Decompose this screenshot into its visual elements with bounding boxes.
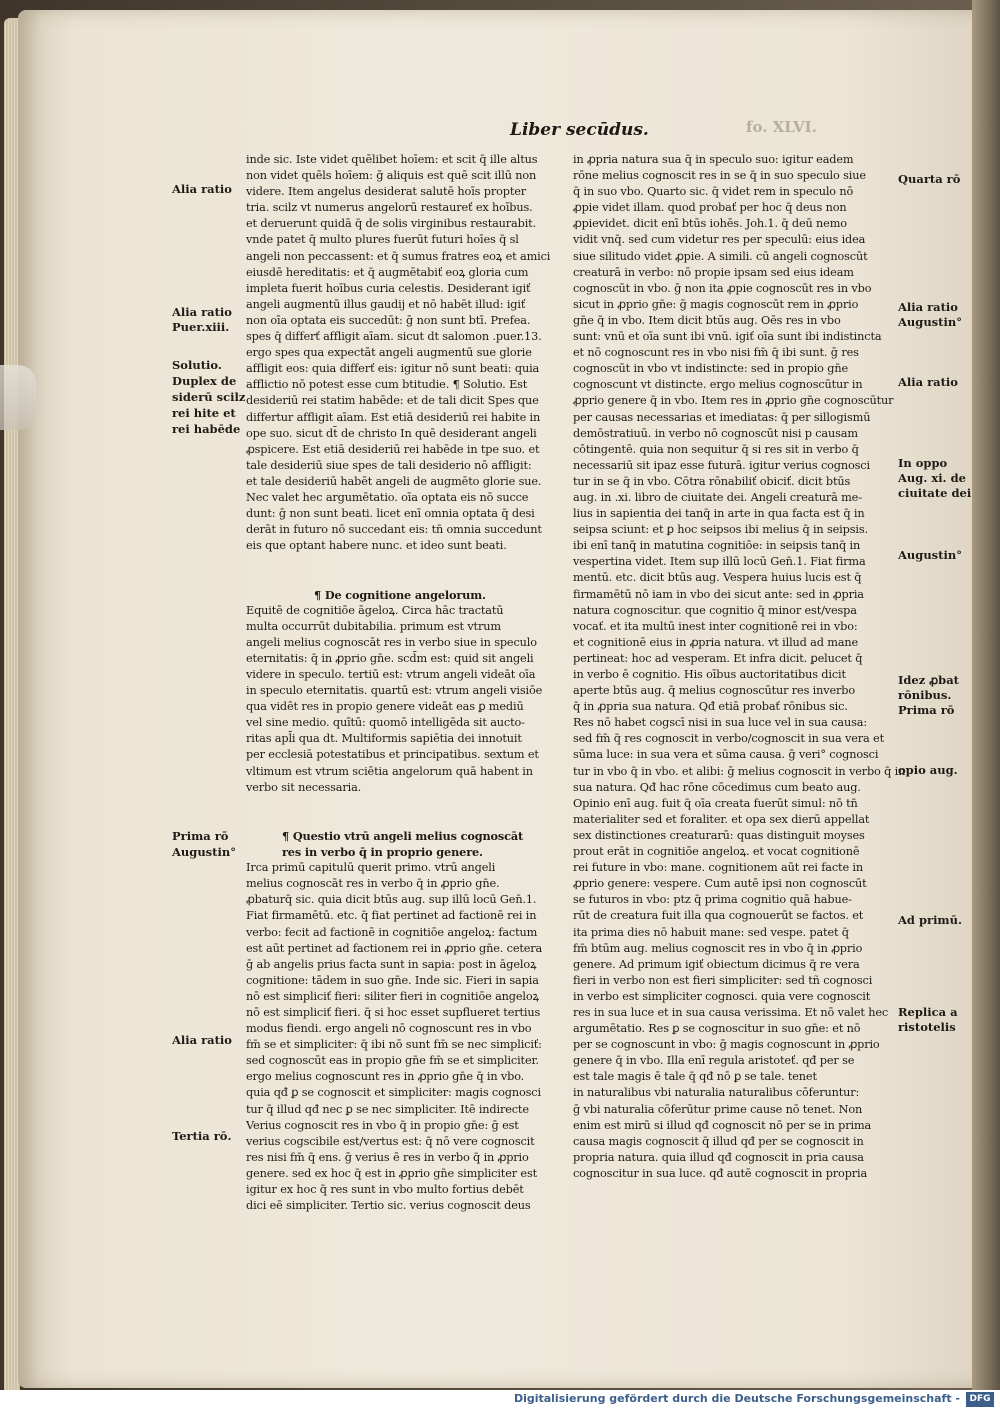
question-heading-line: ¶ Questio vtrū angeli melius cognoscāt	[282, 828, 524, 843]
left-col-line: sed cognoscūt eas in propio gn̄e fm̄ se et simpliciter.	[246, 1054, 539, 1068]
right-col-line: materialiter sed et foraliter. et opa sex dierū appellat	[573, 812, 870, 826]
left-col-line: ḡ ab angelis prius facta sunt in sapia: post in āgeloꝝ	[246, 957, 537, 971]
right-col-line: in naturalibus vbi naturalia naturalibus cōferuntur:	[573, 1086, 860, 1100]
margin-note-augustin: Augustin°	[172, 845, 236, 859]
right-col-line: Res nō habet cogscī nisi in sua luce vel in sua causa:	[573, 716, 867, 730]
left-paragraph-1	[246, 152, 562, 554]
left-col-line: videre in speculo. tertiū est: vtrum angeli videāt oīa	[246, 668, 536, 681]
right-col-line: et cognitionē eius in ꝓpria natura. vt illud ad mane	[573, 635, 859, 649]
margin-note-augustin: Augustin°	[898, 548, 962, 562]
right-col-line: et nō cognoscunt res in vbo nisi fm̄ q̄ ibi sunt. ḡ res	[573, 346, 859, 360]
margin-note-quarta-ro: Quarta rō	[898, 172, 961, 186]
left-col-line: inde sic. Iste videt quēlibet hoīem: et scit q̄ ille altus	[246, 153, 538, 166]
left-col-line: vltimum est vtrum sciētia angelorum quā habent in	[246, 764, 533, 778]
right-col-line: cōtingentē. quia non sequitur q̄ si res sit in verbo q̄	[573, 442, 859, 456]
right-col-line: firmamētū nō iam in vbo dei sicut ante: sed in ꝓpria	[573, 587, 864, 601]
left-col-line: eiusdē hereditatis: et q̄ augmētabiť eoꝝ gloria cum	[246, 265, 529, 279]
left-col-line: tale desideriū siue spes de tali desiderio nō affligit:	[246, 458, 532, 472]
margin-note-duplex: rei habēde	[172, 422, 241, 436]
right-col-line: gn̄e q̄ in vbo. Item dicit btūs aug. Oēs res in vbo	[573, 313, 841, 327]
margin-note-in-oppo: ciuitate dei	[898, 486, 972, 500]
right-col-line: natura cognoscitur. que cognitio q̄ minor est/vespa	[573, 603, 857, 617]
left-col-line: qua vidēt res in propio genere videāt eas ꝑ mediū	[246, 700, 524, 714]
right-col-line: sua natura. Qđ hac rōne cōcedimus cum beato aug.	[573, 780, 861, 794]
right-col-line: sunt: vnū et oīa sunt ibi vnū. igiť oīa sunt ibi indistincta	[573, 330, 882, 344]
right-col-line: sicut in ꝓprio gn̄e: ḡ magis cognoscūt rem in ꝓprio	[573, 297, 859, 311]
running-head: Liber secūdus.	[510, 120, 649, 140]
right-col-line: tur in se q̄ in vbo. Cōtra rōnabiliť obiciť. dicit btūs	[573, 474, 851, 488]
right-col-line: ꝓpievidet. dicit enī btūs iohēs. Joh.1. q̄ deū nemo	[573, 217, 847, 231]
right-book-edge	[972, 0, 1000, 1390]
right-col-line: cognoscunt vt distincte. ergo melius cognoscūtur in	[573, 378, 863, 392]
margin-note-alia-ratio: Alia ratio	[898, 300, 958, 314]
left-col-line: per ecclesiā potestatibus et principatibus. sextum et	[246, 748, 539, 762]
left-col-line: genere. sed ex hoc q̄ est in ꝓprio gn̄e simpliciter est	[246, 1166, 537, 1180]
left-col-line: quia qđ ꝑ se cognoscit et simpliciter: magis cognosci	[246, 1086, 541, 1100]
left-col-line: non videt quēls hoīem: ḡ aliquis est quē scit illū non	[246, 169, 537, 183]
left-col-line: ꝓbaturq̄ sic. quia dicit btūs aug. sup illū locū Gen̄.1.	[246, 893, 537, 907]
right-col-line: causa magis cognoscit q̄ illud qđ per se cognoscit in	[573, 1134, 864, 1148]
margin-note-alia-ratio: Alia ratio	[172, 182, 232, 196]
right-col-line: sūma luce: in sua vera et sūma causa. ḡ veri° cognosci	[573, 748, 879, 762]
left-col-line: eternitatis: q̄ in ꝓprio gn̄e. scd̄m est: quid sit angeli	[246, 651, 534, 665]
right-col-line: demōstratiuū. in verbo nō cognoscūt nisi p causam	[573, 426, 858, 440]
right-col-line: aug. in .xi. libro de ciuitate dei. Angeli creaturā me-	[573, 490, 862, 504]
margin-note-opio-aug: opio aug.	[898, 763, 958, 777]
left-col-line: cognitione: tādem in suo gn̄e. Inde sic. Fieri in sapia	[246, 973, 539, 987]
left-col-line: modus fiendi. ergo angeli nō cognoscunt res in vbo	[246, 1022, 532, 1036]
section-heading-cognitione: ¶ De cognitione angelorum.	[314, 587, 486, 602]
left-col-line: Verius cognoscit res in vbo q̄ in propio gn̄e: ḡ est	[246, 1118, 519, 1132]
right-col-line: per causas necessarias et imediatas: q̄ per sillogismū	[573, 410, 871, 424]
right-col-line: est tale magis ē tale q̄ qđ nō ꝑ se tale. tenet	[573, 1070, 817, 1084]
right-col-line: necessariū sit ipaz esse futurā. igitur verius cognosci	[573, 458, 870, 472]
left-col-line: ergo spes qua expectāt angeli augmentū sue glorie	[246, 346, 532, 360]
margin-note-alia-ratio: Alia ratio	[898, 375, 958, 389]
left-col-line: et tale desideriū habēt angeli de augmēto glorie sue.	[246, 474, 542, 488]
left-col-line: Fiat firmamētū. etc. q̄ fiat pertinet ad factionē rei in	[246, 909, 537, 923]
left-col-line: nō est simpliciť fieri. q̄ si hoc esset supflueret tertius	[246, 1005, 541, 1019]
right-col-line: enim est mirū si illud qđ cognoscit nō per se in prima	[573, 1118, 872, 1132]
right-col-line: aperte btūs aug. q̄ melius cognoscūtur res inverbo	[573, 684, 855, 698]
right-col-line: res in sua luce et in sua causa verissima. Et nō valet hec	[573, 1005, 889, 1019]
left-col-line: angeli augmentū illus gaudij et nō habēt illud: igiť	[246, 297, 526, 311]
left-col-line: differtur affligit aīam. Est etiā desideriū rei habite in	[246, 410, 541, 424]
right-col-line: fieri in verbo non est fieri simpliciter: sed tñ cognosci	[573, 973, 873, 987]
right-col-line: ibi enī tanq̄ in matutina cognitiōe: in seipsis tanq̄ in	[573, 539, 861, 553]
right-col-line: mentū. etc. dicit btūs aug. Vespera huius lucis est q̄	[573, 571, 862, 585]
margin-note-solutio: Solutio.	[172, 358, 222, 372]
right-col-line: q̄ in suo vbo. Quarto sic. q̄ videt rem in speculo nō	[573, 185, 854, 199]
left-col-line: ergo melius cognoscunt res in ꝓprio gn̄e q̄ in vbo.	[246, 1070, 525, 1084]
right-col-line: se futuros in vbo: ptz q̄ prima cognitio quā habue-	[573, 893, 852, 907]
right-col-line: vespertina videt. Item sup illū locū Gen̄.1. Fiat firma	[573, 555, 866, 569]
left-col-line: impleta fuerit hoībus curia celestis. Desiderant igiť	[246, 281, 531, 295]
right-col-line: sed fm̄ q̄ res cognoscit in verbo/cognoscit in sua vera et	[573, 732, 884, 746]
right-col-line: in ꝓpria natura sua q̄ in speculo suo: igitur eadem	[573, 153, 854, 166]
margin-note-ad-primu: Ad primū.	[898, 913, 962, 927]
right-col-line: ita prima dies nō habuit mane: sed vespe. patet q̄	[573, 925, 849, 939]
left-col-line: videre. Item angelus desiderat salutē hoīs propter	[246, 185, 526, 199]
right-col-line: ḡ vbi naturalia cōferūtur prime cause nō tenet. Non	[573, 1102, 863, 1116]
margin-note-in-oppo: In oppo	[898, 456, 948, 470]
right-col-line: vocať. et ita multū inest inter cognitionē rei in vbo:	[573, 619, 858, 633]
left-col-line: et deruerunt quidā q̄ de solis virginibus restaurabit.	[246, 217, 537, 231]
left-paragraph-3	[246, 860, 562, 1214]
left-col-line: Nec valet hec argumētatio. oīa optata eis nō succe	[246, 490, 529, 504]
left-col-line: Irca primū capitulū querit primo. vtrū angeli	[246, 861, 496, 875]
left-col-line: non oīa optata eis succedūt: ḡ non sunt btī. Prefea.	[246, 313, 531, 327]
margin-note-prima-ro: Prima rō	[172, 829, 229, 843]
right-col-line: argumētatio. Res ꝑ se cognoscitur in suo gn̄e: et nō	[573, 1022, 861, 1036]
question-heading	[246, 828, 562, 860]
margin-note-prima-ro: Prima rō	[898, 703, 955, 717]
margin-note-in-oppo: Aug. xi. de	[898, 471, 966, 485]
right-col-line: cognoscitur in sua luce. qđ autē cognoscit in propria	[573, 1166, 868, 1180]
footer-bar	[0, 1390, 1000, 1410]
page-clip	[0, 365, 36, 430]
right-col-line: propria natura. quia illud qđ cognoscit in pria causa	[573, 1150, 864, 1164]
margin-note-replica: ristotelis	[898, 1020, 956, 1034]
margin-note-duplex: Duplex de	[172, 374, 237, 388]
margin-note-tertia-ro: Tertia rō.	[172, 1129, 232, 1143]
margin-note-duplex: siderū scilz	[172, 390, 246, 404]
right-col-line: lius in sapientia dei tanq̄ in arte in qua facta est q̄ in	[573, 507, 865, 521]
folio-number: fo. XLVI.	[746, 118, 817, 136]
right-text-column	[573, 152, 906, 1182]
left-col-line: affligit eos: quia differť eis: igitur nō sunt beati: quia	[246, 362, 540, 376]
right-col-line: cognoscūt in vbo. ḡ non ita ꝓpie cognoscūt res in vbo	[573, 281, 872, 295]
left-col-line: spes q̄ differť affligit aīam. sicut dt salomon .puer.13.	[246, 330, 542, 344]
left-col-line: dici eē simpliciter. Tertio sic. verius cognoscit deus	[246, 1199, 531, 1213]
left-col-line: angeli melius cognoscāt res in verbo siue in speculo	[246, 635, 537, 649]
right-col-line: genere. Ad primum igiť obiectum dicimus q̄ re vera	[573, 957, 860, 971]
left-col-line: desideriū rei statim habēde: et de tali dicit Spes que	[246, 394, 539, 408]
bleed-through-folio	[235, 118, 240, 136]
left-col-line: angeli non peccassent: et q̄ sumus fratres eoꝝ et amici	[246, 249, 551, 263]
left-col-line: nō est simpliciť fieri: siliter fieri in cognitiōe angeloꝝ	[246, 989, 539, 1003]
margin-note-replica: Replica a	[898, 1005, 958, 1019]
right-col-line: ꝓprio genere q̄ in vbo. Item res in ꝓprio gn̄e cognoscūtur	[573, 394, 894, 408]
right-col-line: rōne melius cognoscit res in se q̄ in suo speculo siue	[573, 169, 866, 183]
left-col-line: res nisi fm̄ q̄ ens. ḡ verius ē res in verbo q̄ in ꝓprio	[246, 1150, 529, 1164]
left-col-line: ꝓspicere. Est etiā desideriū rei habēde in tpe suo. et	[246, 442, 540, 456]
margin-note-idez: Idez ꝓbat	[898, 673, 959, 687]
left-col-line: ope suo. sicut dt̄ de christo In quē desiderant angeli	[246, 426, 537, 440]
left-col-line: eis que optant habere nunc. et ideo sunt beati.	[246, 539, 507, 553]
right-col-line: tur in vbo q̄ in vbo. et alibi: ḡ melius cognoscit in verbo q̄ in	[573, 764, 906, 778]
right-col-line: per se cognoscunt in vbo: ḡ magis cognoscunt in ꝓprio	[573, 1038, 880, 1052]
left-col-line: derāt in futuro nō succedant eis: tn̄ omnia succedunt	[246, 523, 542, 537]
margin-note-alia-ratio: Alia ratio	[172, 1033, 232, 1047]
left-col-line: vnde patet q̄ multo plures fuerūt futuri hoīes q̄ sl	[246, 233, 519, 247]
margin-note-puer: Puer.xiii.	[172, 320, 230, 334]
left-col-line: tur q̄ illud qđ nec ꝑ se nec simpliciter. Itē indirecte	[246, 1102, 529, 1116]
left-col-line: in speculo eternitatis. quartū est: vtrum angeli visiōe	[246, 684, 543, 698]
margin-note-augustin: Augustin°	[898, 315, 962, 329]
left-col-line: verius cogscibile est/vertus est: q̄ nō vere cognoscit	[246, 1134, 535, 1148]
right-paragraph	[573, 152, 906, 1182]
right-col-line: rei future in vbo: mane. cognitionem aūt rei facte in	[573, 861, 864, 875]
left-col-line: verbo: fecit ad factionē in cognitiōe angeloꝝ: factum	[246, 925, 538, 939]
left-text-column	[246, 152, 562, 1214]
left-col-line: afflictio nō potest esse cum btitudie. ¶ Solutio. Est	[246, 378, 528, 392]
left-col-line: multa occurrūt dubitabilia. primum est vtrum	[246, 619, 501, 633]
margin-note-idez: rōnibus.	[898, 688, 952, 702]
right-col-line: rūt de creatura fuit illa qua cognouerūt se factos. et	[573, 909, 864, 923]
right-col-line: genere q̄ in vbo. Illa enī regula aristoteť. qđ per se	[573, 1054, 855, 1068]
left-col-line: tria. scilz vt numerus angelorū restaureť ex hoībus.	[246, 201, 533, 215]
question-heading-line: res in verbo q̄ in proprio genere.	[282, 845, 483, 860]
margin-note-duplex: rei hite et	[172, 406, 236, 420]
right-col-line: siue silitudo videt ꝓpie. A simili. cū angeli cognoscūt	[573, 249, 868, 263]
right-col-line: fm̄ btūm aug. melius cognoscit res in vbo q̄ in ꝓprio	[573, 941, 863, 955]
left-col-line: igitur ex hoc q̄ res sunt in vbo multo fortius debēt	[246, 1183, 524, 1196]
dfg-logo: DFG	[966, 1392, 994, 1407]
right-col-line: seipsa sciunt: et ꝑ hoc seipsos ibi melius q̄ in seipsis.	[573, 523, 868, 537]
left-col-line: verbo sit necessaria.	[246, 780, 362, 794]
right-col-line: in verbo est simpliciter cognosci. quia vere cognoscit	[573, 989, 871, 1003]
left-paragraph-2	[246, 603, 562, 796]
left-col-line: est aūt pertinet ad factionem rei in ꝓprio gn̄e. cetera	[246, 941, 543, 955]
right-col-line: cognoscūt in vbo vt indistincte: sed in propio gn̄e	[573, 362, 849, 376]
left-col-line: vel sine medio. quītū: quomō intelligēda sit aucto-	[246, 716, 525, 730]
right-col-line: Opinio enī aug. fuit q̄ oīa creata fuerūt simul: nō tn̄	[573, 796, 858, 810]
right-col-line: ꝓpie videt illam. quod probať per hoc q̄ deus non	[573, 201, 847, 215]
right-col-line: creaturā in verbo: nō propie ipsam sed eius ideam	[573, 265, 854, 279]
right-col-line: ꝓprio genere: vespere. Cum autē ipsi non cognoscūt	[573, 877, 867, 891]
left-col-line: Equitē de cognitiōe āgeloꝝ. Circa hāc tractatū	[246, 603, 504, 617]
left-col-line: fm̄ se et simpliciter: q̄ ibi nō sunt fm̄ se nec simpliciť:	[246, 1038, 542, 1052]
left-col-line: dunt: ḡ non sunt beati. licet enī omnia optata q̄ desi	[246, 507, 535, 521]
right-col-line: prout erāt in cognitiōe angeloꝝ. et vocat cognitionē	[573, 845, 860, 859]
margin-note-alia-ratio: Alia ratio	[172, 305, 232, 319]
footer-credit: Digitalisierung gefördert durch die Deutsche Forschungsgemeinschaft -	[513, 1392, 960, 1405]
right-col-line: q̄ in ꝓpria sua natura. Qđ etiā probať rōnibus sic.	[573, 700, 848, 714]
right-col-line: sex distinctiones creaturarū: quas distinguit moyses	[573, 828, 865, 842]
left-col-line: melius cognoscāt res in verbo q̄ in ꝓprio gn̄e.	[246, 877, 500, 891]
left-col-line: ritas apl̄i qua dt. Multiformis sapiētia dei innotuit	[246, 732, 522, 746]
right-col-line: vidit vnq̄. sed cum videtur res per speculū: eius idea	[573, 233, 866, 247]
right-col-line: pertineat: hoc ad vesperam. Et infra dicit. ꝑelucet q̄	[573, 651, 863, 665]
right-col-line: in verbo ē cognitio. His oībus auctoritatibus dicit	[573, 668, 846, 681]
